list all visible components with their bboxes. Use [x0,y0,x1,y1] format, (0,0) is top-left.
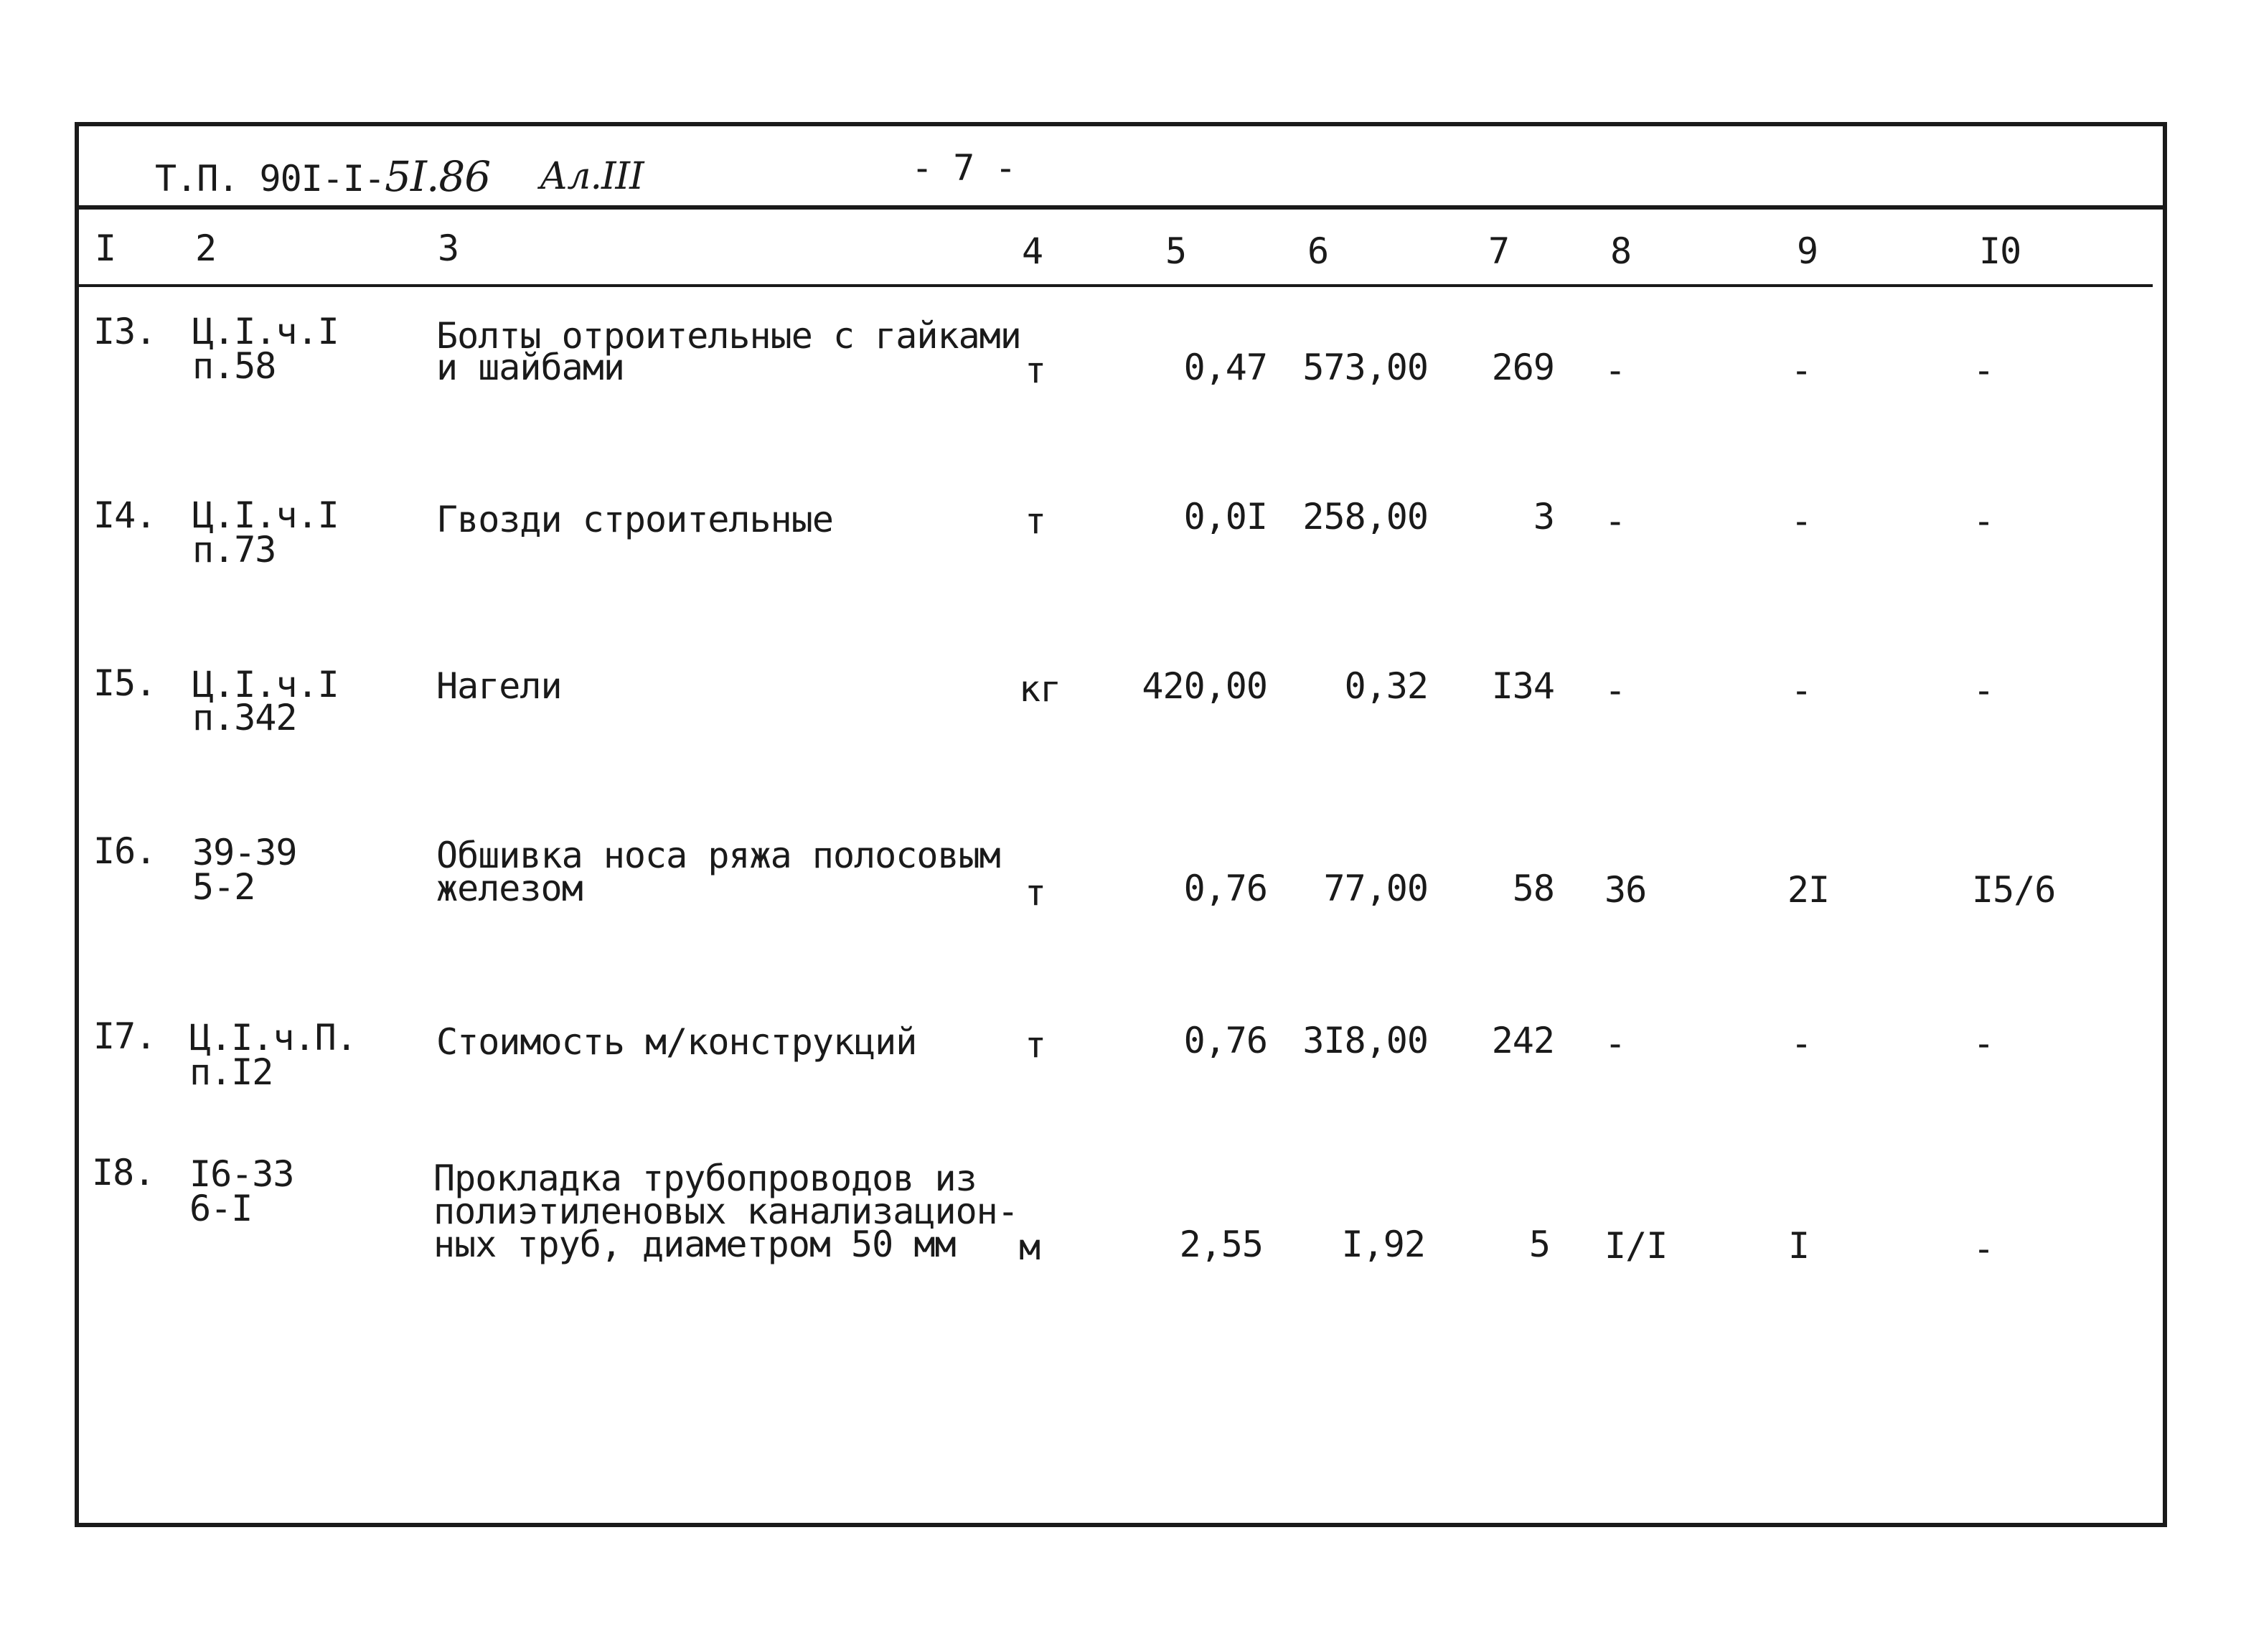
document-code-handwritten: 5I.86 [385,152,491,201]
rate-reference: Ц.I.ч.П. [189,1017,357,1059]
column-header: 6 [1307,230,1329,272]
wages: - [1604,1023,1626,1064]
column-header: 7 [1488,230,1510,272]
machine-cost: 2I [1787,869,1830,911]
row-number: I8. [92,1152,155,1193]
column-header: I [95,227,116,269]
machine-cost: - [1790,349,1812,391]
work-description: Прокладка трубопроводов из [433,1158,977,1199]
work-description: Болты отроительные с гайками [436,315,1021,357]
row-number: I3. [93,311,156,352]
labour: - [1973,349,1994,391]
work-description: железом [436,868,583,909]
rate-item: п.58 [192,345,276,387]
wages: I/I [1604,1225,1668,1267]
rate-reference: Ц.I.ч.I [192,494,339,536]
unit: т [1025,872,1046,914]
labour: - [1973,670,1994,711]
total-cost: 3 [1533,496,1554,538]
unit: т [1025,1024,1046,1066]
wages: 36 [1604,869,1647,911]
quantity: 0,47 [1183,347,1267,388]
row-number: I7. [93,1015,156,1057]
work-description: и шайбами [436,347,624,388]
unit-cost: 77,00 [1323,868,1428,909]
quantity: 2,55 [1179,1224,1263,1265]
work-description: Нагели [436,665,562,707]
work-description: Гвозди строительные [436,499,833,540]
page-number: - 7 - [911,147,1016,189]
column-header: I0 [1979,230,2021,272]
column-header: 4 [1022,230,1043,272]
quantity: 420,00 [1142,665,1267,707]
rate-item: 5-2 [192,866,255,908]
rate-reference: Ц.I.ч.I [192,664,339,705]
machine-cost: I [1788,1225,1810,1267]
unit: т [1025,500,1046,542]
unit-cost: 0,32 [1344,665,1428,707]
work-description: ных труб, диаметром 50 мм [433,1224,956,1265]
work-description: Стоимость м/конструкций [436,1021,917,1063]
quantity: 0,76 [1183,1020,1267,1061]
unit: кг [1019,668,1061,710]
unit-cost: I,92 [1341,1224,1425,1265]
column-header: 9 [1797,230,1818,272]
document-code-typed: Т.П. 90I-I- [155,158,385,200]
work-description: Обшивка носа ряжа полосовым [436,835,1000,876]
labour: I5/6 [1972,869,2056,911]
unit-cost: 3I8,00 [1302,1020,1428,1061]
labour: - [1973,1228,1994,1269]
unit-cost: 573,00 [1302,347,1428,388]
column-header: 5 [1165,230,1187,272]
rate-item: 6-I [189,1188,253,1229]
unit: т [1025,349,1046,391]
rate-reference: 39-39 [192,832,297,873]
total-cost: I34 [1491,665,1554,707]
machine-cost: - [1790,500,1812,542]
machine-cost: - [1790,670,1812,711]
total-cost: 58 [1512,868,1554,909]
total-cost: 5 [1528,1224,1550,1265]
rate-item: п.342 [192,697,297,738]
quantity: 0,76 [1183,868,1267,909]
header-rule [75,205,2167,210]
total-cost: 269 [1491,347,1554,388]
rate-reference: Ц.I.ч.I [192,311,339,352]
document-frame [75,122,2167,1527]
labour: - [1973,1023,1994,1064]
labour: - [1973,500,1994,542]
column-header: 8 [1610,230,1632,272]
wages: - [1604,500,1626,542]
column-header-rule [75,284,2153,287]
rate-item: п.I2 [189,1051,273,1093]
work-description: полиэтиленовых канализацион- [433,1191,1018,1232]
total-cost: 242 [1491,1020,1554,1061]
document-code [155,152,491,201]
unit: м [1019,1226,1040,1268]
rate-item: п.73 [192,529,276,571]
column-header: 3 [438,227,459,269]
row-number: I6. [93,830,156,872]
rate-reference: I6-33 [189,1153,294,1195]
machine-cost: - [1790,1023,1812,1064]
quantity: 0,0I [1183,496,1267,538]
column-header: 2 [195,227,217,269]
row-number: I5. [93,662,156,704]
wages: - [1604,670,1626,711]
row-number: I4. [93,494,156,536]
wages: - [1604,349,1626,391]
album-number: Ал.III [540,155,644,198]
unit-cost: 258,00 [1302,496,1428,538]
